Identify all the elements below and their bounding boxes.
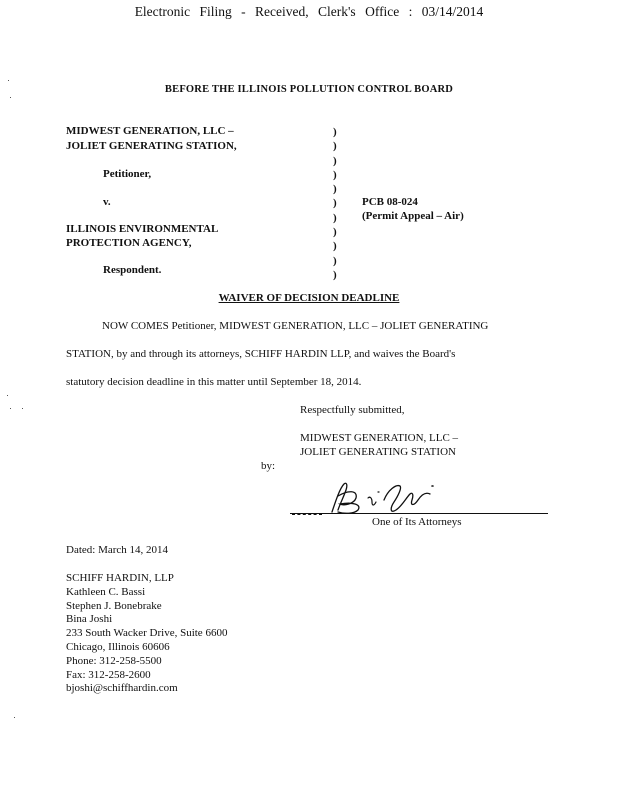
petitioner-label: Petitioner, [103,168,152,180]
body-line-3: statutory decision deadline in this matter until September 18, 2014. [66,376,362,388]
fax-number: Fax: 312-258-2600 [66,668,151,681]
case-number: PCB 08-024 [362,196,418,208]
dated-line: Dated: March 14, 2014 [66,544,169,556]
paren-mark: ) [333,154,337,167]
caption-parentheses [333,125,341,282]
attorney-name: Stephen J. Bonebrake [66,599,162,612]
scan-speck [10,97,11,98]
respondent-name-line1: ILLINOIS ENVIRONMENTAL [66,223,219,235]
scan-speck [14,717,15,718]
paren-mark: ) [333,140,337,153]
scan-speck [7,395,8,396]
paren-mark: ) [333,226,337,239]
respectfully-submitted: Respectfully submitted, [300,404,405,416]
respondent-name-line2: PROTECTION AGENCY, [66,237,192,249]
paren-mark: ) [333,254,337,267]
paren-mark: ) [333,168,337,181]
case-type: (Permit Appeal – Air) [362,210,464,222]
paren-mark: ) [333,197,337,210]
filing-stamp: Electronic Filing - Received, Clerk's Office : 03/14/2014 [134,4,484,19]
scan-speck [22,408,23,409]
body-line-1: NOW COMES Petitioner, MIDWEST GENERATION, LLC – JOLIET GENERATING [102,320,489,332]
email-address: bjoshi@schiffhardin.com [66,682,178,695]
scan-speck [10,408,11,409]
signer-line1: MIDWEST GENERATION, LLC – [300,432,459,444]
phone-number: Phone: 312-258-5500 [66,654,162,667]
by-label: by: [261,460,276,472]
document-title: BEFORE THE ILLINOIS POLLUTION CONTROL BOARD [164,84,454,95]
signature-line [290,513,548,514]
respondent-label: Respondent. [103,264,162,276]
attorney-caption: One of Its Attorneys [372,516,462,528]
petitioner-name-line1: MIDWEST GENERATION, LLC – [66,125,234,137]
petitioner-name-line2: JOLIET GENERATING STATION, [66,140,237,152]
paren-mark: ) [333,126,337,138]
paren-mark: ) [333,183,337,196]
paren-mark: ) [333,268,337,281]
document-heading: WAIVER OF DECISION DEADLINE [218,292,400,304]
attorney-name: Bina Joshi [66,613,113,626]
street-address: 233 South Wacker Drive, Suite 6600 [66,627,228,640]
versus: v. [103,196,111,208]
body-line-2: STATION, by and through its attorneys, SCHIFF HARDIN LLP, and waives the Board's [66,348,456,360]
firm-name: SCHIFF HARDIN, LLP [66,572,174,584]
signature-dash-lead [292,514,322,515]
city-state-zip: Chicago, Illinois 60606 [66,640,170,653]
signer-line2: JOLIET GENERATING STATION [300,446,456,458]
paren-mark: ) [333,240,337,253]
attorney-name: Kathleen C. Bassi [66,585,146,598]
paren-mark: ) [333,211,337,224]
scan-speck [8,80,9,81]
firm-address-block [66,572,326,696]
handwritten-signature [318,476,448,518]
